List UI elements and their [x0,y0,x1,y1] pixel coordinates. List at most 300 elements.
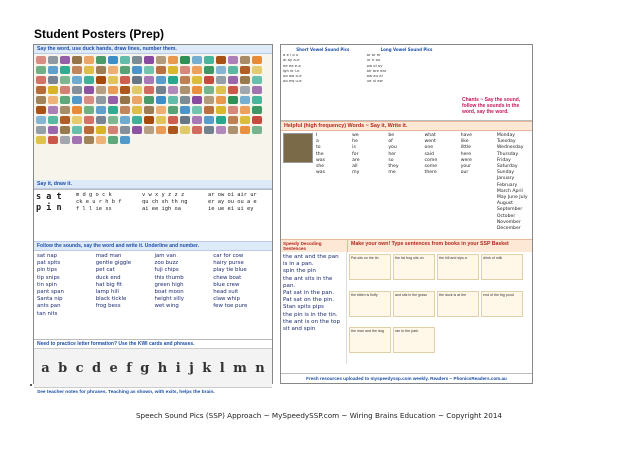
stray-dot [30,384,32,386]
picture-thumbnail [228,126,238,134]
picture-thumbnail [120,106,130,114]
picture-thumbnail [72,76,82,84]
sentences-header [281,239,532,252]
picture-thumbnail [36,76,46,84]
picture-thumbnail [144,96,154,104]
picture-thumbnail [36,136,46,144]
page-title: Student Posters (Prep) [34,27,165,41]
high-frequency-words-area [281,131,532,239]
picture-thumbnail [108,116,118,124]
letter-col-3: ar ow oi air ur er ay ou ou a e ie ue ei ui ey [208,192,257,212]
picture-thumbnail [108,126,118,134]
picture-thumbnail [132,116,142,124]
short-vowel-chart-title: Short Vowel Sound Pics [296,47,350,52]
picture-thumbnail [48,116,58,124]
sentence-boxes [347,252,532,364]
short-vowel-chart [281,45,365,120]
picture-thumbnail [144,76,154,84]
picture-thumbnail [168,66,178,74]
sentence-box: the hill and sips a [437,254,479,280]
picture-thumbnail [204,66,214,74]
big-letters-row-2: p i n [36,203,62,213]
picture-thumbnail [48,76,58,84]
picture-thumbnail [72,96,82,104]
sentence-item: Stan spits pips [283,304,324,311]
picture-thumbnail [96,116,106,124]
hf-word: be [388,133,395,138]
picture-thumbnail [144,56,154,64]
picture-thumbnail [252,126,262,134]
words-grid [34,251,272,339]
picture-thumbnail [168,56,178,64]
sentence-box: end of the big pond [481,291,523,317]
hf-word: the [316,151,324,157]
picture-thumbnail [60,116,70,124]
picture-thumbnail [48,126,58,134]
picture-thumbnail [36,126,46,134]
picture-thumbnail [48,106,58,114]
picture-thumbnail [120,76,130,84]
picture-thumbnail [216,106,226,114]
picture-thumbnail [204,76,214,84]
picture-thumbnail [216,66,226,74]
hf-word-column [316,133,349,237]
picture-thumbnail [240,116,250,124]
hf-word: our [460,170,469,176]
hf-word: we [352,133,359,138]
word-column [96,253,152,337]
picture-thumbnail [132,76,142,84]
picture-thumbnail [168,106,178,114]
word-item: green high [154,281,184,288]
alphabet-letter: i [175,360,181,376]
picture-thumbnail [252,76,262,84]
hf-word: they [388,164,399,170]
sentence-item: spin the pin [283,268,316,275]
word-item: this thumb [154,274,184,281]
picture-thumbnail [156,126,166,134]
word-item: pat spits [37,260,61,267]
picture-thumbnail [48,66,58,74]
picture-thumbnail [252,66,262,74]
picture-thumbnail [216,56,226,64]
picture-thumbnail [96,66,106,74]
alphabet-strip [34,348,272,388]
picture-thumbnail [72,56,82,64]
picture-thumbnail [48,136,58,144]
picture-thumbnail [60,76,70,84]
picture-thumbnail [192,96,202,104]
word-item: jam van [154,253,177,259]
word-item: claw whip [213,296,240,303]
alphabet-letter: a [41,360,50,376]
picture-thumbnail [216,96,226,104]
picture-thumbnail [228,66,238,74]
sentence-item: the ant sits in the pan. [283,275,333,289]
picture-thumbnail [192,56,202,64]
picture-thumbnail [60,136,70,144]
picture-thumbnail [60,86,70,94]
picture-thumbnail [144,116,154,124]
picture-thumbnail [96,106,106,114]
picture-thumbnail [36,96,46,104]
hf-word: was [316,157,325,163]
letter-col-1: m d g o c k ck e u r h b f f l l ie ss [76,192,122,212]
hf-word: you [388,145,397,151]
sentence-item: is in a pan. [283,261,314,268]
word-item: car for cow [213,253,244,259]
word-item: few toe pure [213,303,248,310]
picture-thumbnail [132,86,142,94]
hf-word: there [424,170,437,176]
word-item: frog bess [95,303,121,310]
sentence-item: the ant and the pan [283,254,339,260]
sentence-list [281,252,347,364]
picture-thumbnail [96,56,106,64]
picture-thumbnail [180,76,190,84]
picture-thumbnail [84,126,94,134]
hf-word: like [460,139,469,145]
picture-thumbnail [48,86,58,94]
picture-thumbnail [60,56,70,64]
picture-thumbnail [132,56,142,64]
picture-thumbnail [72,86,82,94]
picture-thumbnail [252,56,262,64]
word-item: play tie blue [213,267,247,274]
picture-thumbnail [204,106,214,114]
hf-word: to [316,145,321,151]
hf-word: went [424,139,436,145]
picture-thumbnail [192,76,202,84]
picture-thumbnail [120,96,130,104]
picture-thumbnail [144,126,154,134]
picture-thumbnail [192,66,202,74]
picture-thumbnail [168,86,178,94]
picture-thumbnail [132,106,142,114]
days-of-week: Monday Tuesday Wednesday Thursday Friday Saturday Sunday [496,133,524,176]
hf-word: all [352,164,358,170]
sentence-box: the man and the dog [349,327,391,353]
follow-sounds-bar: Follow the sounds, say the word and write it. Underline and number. [34,241,272,251]
picture-thumbnail [72,106,82,114]
word-item: wet wing [154,303,179,310]
picture-thumbnail [252,86,262,94]
hf-word: here [460,151,472,157]
picture-thumbnail [144,66,154,74]
picture-thumbnail [228,96,238,104]
teacher-note: See teacher notes for phrases. Teaching as shown, with exits, helps the brain. [37,390,215,395]
alphabet-letter: j [189,360,194,376]
picture-thumbnail [252,106,262,114]
hf-word: a [316,139,319,145]
picture-thumbnail [84,106,94,114]
photo-image [283,133,313,163]
speedy-sentences-title: Speedy Decoding Sentences [281,239,347,252]
picture-thumbnail [36,116,46,124]
word-item: blue crew [213,281,240,288]
alphabet-letter: e [109,360,118,376]
picture-thumbnail [240,106,250,114]
word-item: height silly [154,296,184,303]
long-vowel-chart-title: Long Vowel Sound Pics [380,47,433,52]
hf-word: what [424,133,436,138]
picture-thumbnail [108,56,118,64]
alphabet-letter: c [75,360,84,376]
picture-thumbnail [204,86,214,94]
left-poster-header: Say the word, use duck hands, draw lines, number them. [34,45,272,54]
picture-thumbnail [228,86,238,94]
short-vowel-chart-body: a e i o u ai ay a-e ee ea e-e igh ie i-e oa ow o-e oo ew u-e [283,52,302,84]
picture-thumbnail [180,86,190,94]
picture-thumbnail [216,126,226,134]
picture-thumbnail [156,86,166,94]
picture-thumbnail [108,66,118,74]
big-letters [34,190,74,241]
picture-thumbnail [84,86,94,94]
picture-thumbnail [252,96,262,104]
picture-thumbnail [180,96,190,104]
alphabet-letter: m [233,360,247,376]
hf-word: are [352,157,360,163]
picture-thumbnail [228,56,238,64]
say-it-draw-it-bar: Say it, draw it. [34,180,272,189]
picture-thumbnail [72,116,82,124]
picture-thumbnail [192,116,202,124]
hf-word: one [424,145,434,151]
picture-thumbnail [96,96,106,104]
picture-thumbnail [108,136,118,144]
hf-word: was [316,170,325,176]
picture-grid [34,54,272,180]
hf-word: is [352,145,356,151]
picture-thumbnail [192,126,202,134]
alphabet-letter: l [219,360,225,376]
hf-word: were [460,157,472,163]
picture-thumbnail [180,56,190,64]
sentence-item: Pat sat on the pin. [283,297,334,304]
alphabet-letter: b [58,360,68,376]
picture-thumbnail [240,96,250,104]
word-column [155,253,211,337]
hf-word: I [316,133,318,138]
picture-thumbnail [132,96,142,104]
big-letters-row-1: s a t [36,192,62,202]
sentence-item: the pin is in the tin. [283,311,338,318]
picture-thumbnail [156,66,166,74]
word-column [213,253,269,337]
sentence-item: the ant is on the top [283,318,341,325]
picture-thumbnail [96,86,106,94]
picture-thumbnail [84,56,94,64]
picture-thumbnail [48,56,58,64]
footer-copyright: Speech Sound Pics (SSP) Approach ~ MySpeedySSP.com ~ Wiring Brains Education ~ Copyright 2014 [136,411,502,420]
calendar-words [497,133,530,237]
picture-thumbnail [72,66,82,74]
word-item: lamp hill [95,289,119,296]
picture-thumbnail [84,116,94,124]
picture-thumbnail [120,116,130,124]
hf-word: come [424,157,438,163]
picture-thumbnail [216,86,226,94]
picture-thumbnail [60,66,70,74]
hf-word-column [352,133,385,237]
picture-thumbnail [84,66,94,74]
picture-thumbnail [144,86,154,94]
picture-thumbnail [180,66,190,74]
months-of-year: January February March April May June July August September October November December [496,176,528,232]
word-item: gentle giggle [95,260,132,267]
sentence-box: the kitten is fluffy [349,291,391,317]
word-item: black tickle [95,296,127,303]
picture-thumbnail [96,76,106,84]
picture-thumbnail [108,76,118,84]
practice-bar: Need to practice letter formation? Use the KWI cards and phrases. [34,339,272,348]
alphabet-letter: g [140,360,150,376]
chant-text: Chants ~ Say the sound, follow the sounds in the word, say the word. [462,97,521,115]
picture-thumbnail [144,106,154,114]
word-item: pin tips [37,267,57,274]
word-item: fuji chips [154,267,179,274]
picture-thumbnail [36,66,46,74]
alphabet-letter: f [126,360,132,376]
picture-thumbnail [108,106,118,114]
picture-thumbnail [84,76,94,84]
picture-thumbnail [84,96,94,104]
word-item: duck end [95,274,121,281]
word-column [37,253,93,337]
picture-thumbnail [192,106,202,114]
word-item: boat moon [154,289,184,296]
picture-thumbnail [168,96,178,104]
picture-thumbnail [240,76,250,84]
picture-thumbnail [216,76,226,84]
hf-word: she [316,164,325,170]
picture-thumbnail [156,116,166,124]
hf-word: little [460,145,471,151]
word-item: ants pan [37,303,61,310]
hf-word-column [388,133,421,237]
hf-word-column [425,133,458,237]
picture-thumbnail [48,96,58,104]
word-item: sat nap [37,253,58,259]
word-item: tin spin [37,281,57,288]
picture-thumbnail [156,76,166,84]
sentence-item: Pat sat in the pan. [283,290,334,297]
picture-thumbnail [156,106,166,114]
word-item: tan nits [37,310,58,317]
letter-col-2: v w x y z z z qu ch sh th ng ai ee igh oa [142,192,188,212]
sentences-area [281,252,532,364]
hf-word: me [388,170,396,176]
word-item: pet cat [95,267,115,274]
picture-thumbnail [180,106,190,114]
hf-word: her [388,151,396,157]
hf-word: of [388,139,393,145]
picture-thumbnail [240,126,250,134]
picture-thumbnail [72,136,82,144]
picture-thumbnail [96,126,106,134]
word-item: head suit [213,289,239,296]
picture-thumbnail [120,136,130,144]
picture-thumbnail [180,126,190,134]
high-frequency-words-bar: Helpful (high frequency) Words ~ Say it, Write it. [281,121,532,131]
picture-thumbnail [132,66,142,74]
picture-thumbnail [204,56,214,64]
word-item: tip snips [37,274,60,281]
picture-thumbnail [204,126,214,134]
sentence-box: and sits in the grass [393,291,435,317]
word-item: chew boat [213,274,242,281]
long-vowel-chart-body: ar or er ur ir ou ow oi oy air are ear aw au al ue ui ew [366,52,387,84]
picture-thumbnail [132,126,142,134]
word-item: hairy purse [213,260,244,267]
picture-thumbnail [120,86,130,94]
hf-word: for [352,151,359,157]
sentence-item: sit and spin [283,326,316,333]
picture-thumbnail [60,106,70,114]
word-item: Santa nip [37,296,63,303]
hf-word: my [352,170,360,176]
picture-thumbnail [96,136,106,144]
word-item: hat big fit [95,281,122,288]
picture-thumbnail [84,136,94,144]
hf-word: some [424,164,438,170]
picture-thumbnail [204,116,214,124]
picture-thumbnail [192,86,202,94]
picture-thumbnail [180,116,190,124]
picture-thumbnail [108,86,118,94]
picture-thumbnail [228,106,238,114]
fresh-resources-note: Fresh resources uploaded to myspeedyssp.com weekly. Readers ~ PhonicsReaders.com.au [281,373,532,383]
hf-word: so [388,157,394,163]
picture-thumbnail [252,116,262,124]
picture-thumbnail [156,96,166,104]
picture-thumbnail [156,56,166,64]
picture-thumbnail [36,86,46,94]
letter-strip [34,189,272,241]
sentence-box: the duck is at the [437,291,479,317]
sentence-box: drink of milk [481,254,523,280]
picture-thumbnail [216,116,226,124]
picture-thumbnail [36,56,46,64]
picture-thumbnail [240,56,250,64]
alphabet-letter: d [91,360,102,376]
picture-thumbnail [240,86,250,94]
alphabet-letter: h [157,360,168,376]
sentence-box: the fat frog sits on [393,254,435,280]
picture-thumbnail [120,126,130,134]
picture-thumbnail [168,126,178,134]
hf-word: have [460,133,472,138]
make-your-own-title: Make your own! Type sentences from books in your SSP Basket [347,239,532,252]
picture-thumbnail [168,76,178,84]
hf-word: he [352,139,358,145]
hf-word-column [461,133,494,237]
alphabet-letter: n [255,360,265,376]
picture-thumbnail [228,116,238,124]
picture-thumbnail [120,66,130,74]
right-poster [280,44,533,384]
hf-word: your [460,164,472,170]
picture-thumbnail [108,96,118,104]
sentence-box: Pat sits on the tin [349,254,391,280]
picture-thumbnail [72,126,82,134]
word-item: mad man [95,253,122,259]
picture-thumbnail [60,126,70,134]
word-item: pant span [37,289,64,296]
picture-thumbnail [36,106,46,114]
picture-thumbnail [168,116,178,124]
